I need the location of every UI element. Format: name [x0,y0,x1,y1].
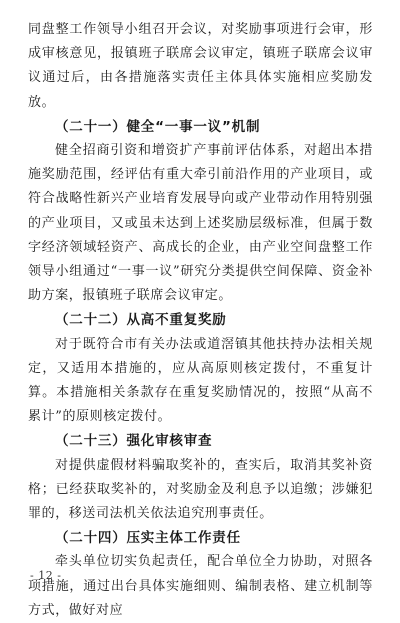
section-heading-22: （二十二）从高不重复奖励 [55,312,227,329]
page-number: - 12 - [30,569,62,582]
continuation-paragraph: 同盘整工作领导小组召开会议，对奖励事项进行会审，形成审核意见，报镇班子联席会议审定，镇班子联席会议审议通过后，由各措施落实责任主体具体实施相应奖励发放。 [28,22,373,110]
section-body-22: 对于既符合市有关办法或道滘镇其他扶持办法相关规定，又适用本措施的，应从高原则核定拨付，不重复计算。本措施相关条款存在重复奖励情况的，按照“从高不累计”的原则核定拨付。 [28,336,373,425]
section-heading-24: （二十四）压实主体工作责任 [55,530,241,547]
section-heading-21: （二十一）健全“一事一议”机制 [55,118,261,135]
section-body-24: 牵头单位切实负起责任，配合单位全力协助，对照各项措施，通过出台具体实施细则、编制表格、建立机制等方式，做好对应 [28,554,373,618]
section-heading-23: （二十三）强化审核审查 [55,433,213,450]
section-body-21: 健全招商引资和增资扩产事前评估体系，对超出本措施奖励范围，经评估有重大牵引前沿作用的产业项目，或符合战略性新兴产业培育发展导向或产业带动作用特别强的产业项目，又或虽未达到上述奖励层级标准，但属于数字经济领域轻资产、高成长的企业，由产业空间盘整工作领导小组通过“一事一议”研究分类提供空间保障、资金补助方案，报镇班子联席会议审定。 [28,143,373,304]
page-content [28,18,373,623]
section-body-23: 对提供虚假材料骗取奖补的，查实后，取消其奖补资格；已经获取奖补的，对奖励金及利息予以追缴；涉嫌犯罪的，移送司法机关依法追究刑事责任。 [28,457,373,522]
